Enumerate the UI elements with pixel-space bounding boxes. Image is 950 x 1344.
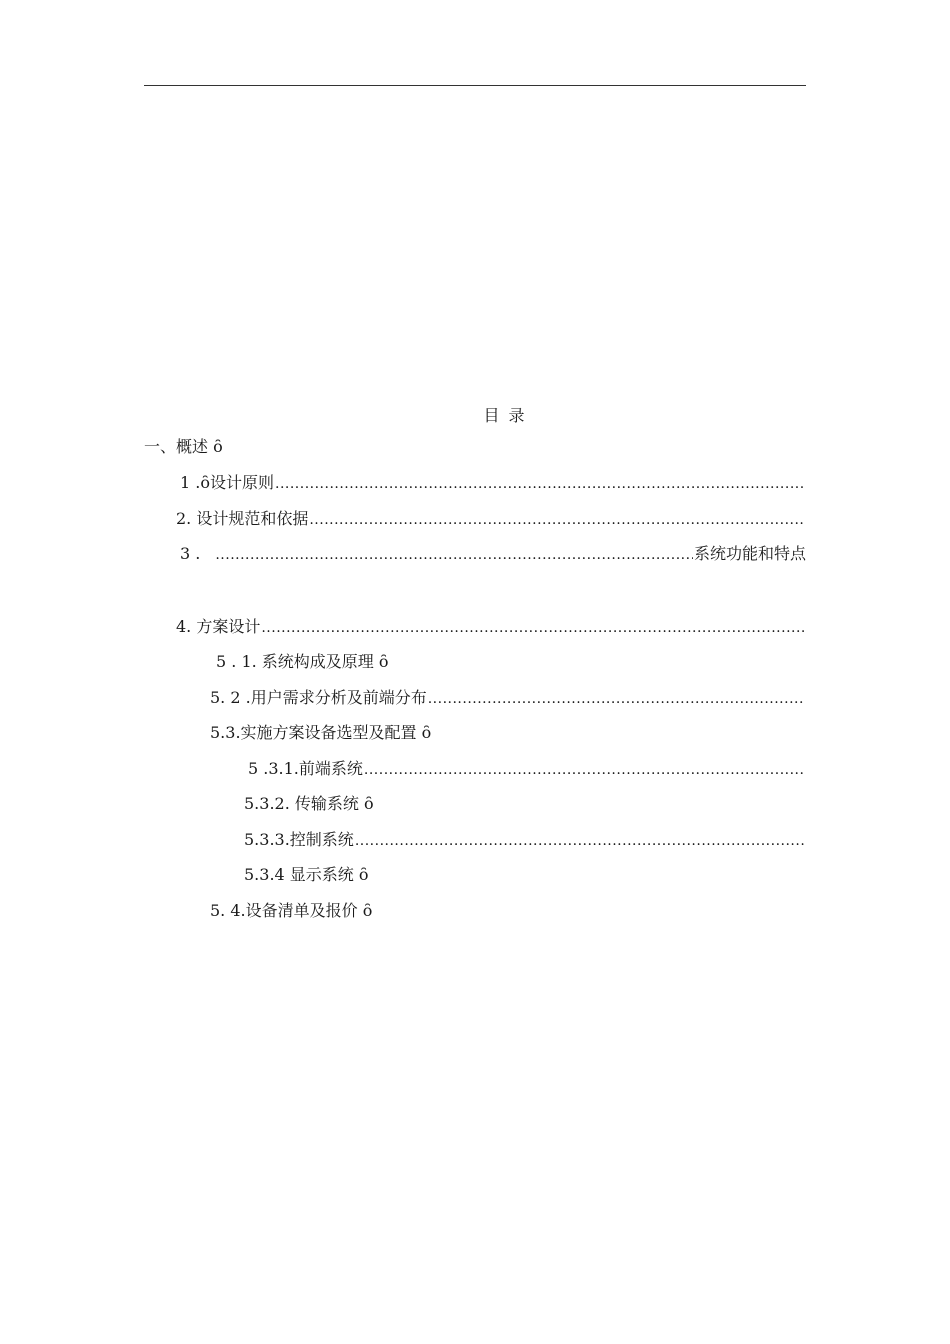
toc-entry: [176, 617, 806, 638]
dot-leader: [275, 473, 805, 494]
toc-entry: [210, 901, 372, 921]
toc-entry-text: 5 . 1. 系统构成及原理 ȏ: [216, 652, 389, 671]
toc-entry-text: 2. 设计规范和依据: [176, 509, 309, 528]
toc-entry-text: 5.3.实施方案设备选型及配置 ȏ: [210, 723, 432, 742]
toc-entry-text: 5.3.3.控制系统: [244, 830, 354, 849]
toc-entry: [176, 509, 806, 530]
dot-leader: [428, 688, 805, 709]
toc-entry-text: 4. 方案设计: [176, 617, 261, 636]
toc-entry: [210, 688, 806, 709]
dot-leader: [364, 759, 805, 780]
toc-title: 目 录: [483, 406, 527, 425]
toc-entry-text: 5.3.4 显示系统 ȏ: [244, 865, 369, 884]
dot-leader: [355, 830, 805, 851]
toc-entry: [180, 544, 806, 565]
toc-entry-text: 1 .ȏ设计原则: [180, 473, 274, 492]
toc-entry: [244, 865, 369, 885]
toc-entry: [248, 759, 806, 780]
dot-leader: [309, 509, 805, 530]
toc-entry-text: 5. 2 .用户需求分析及前端分布: [210, 688, 427, 707]
toc-entry-prefix: 3 .: [180, 544, 201, 563]
toc-entry-text: 5.3.2. 传输系统 ȏ: [244, 794, 374, 813]
toc-entry-text: 系统功能和特点: [693, 544, 806, 563]
header-rule: [144, 85, 806, 86]
toc-entry: [244, 794, 374, 814]
dot-leader: [215, 544, 693, 565]
toc-entry: [244, 830, 806, 851]
dot-leader: [261, 617, 805, 638]
toc-entry: [216, 652, 389, 672]
toc-entry-text: 一、概述 ȏ: [144, 437, 223, 456]
toc-entry-text: 5 .3.1.前端系统: [248, 759, 363, 778]
toc-entry-text: 5. 4.设备清单及报价 ȏ: [210, 901, 373, 920]
toc-entry: [210, 723, 431, 743]
toc-entry: [144, 437, 223, 457]
toc-entry: [180, 473, 806, 494]
